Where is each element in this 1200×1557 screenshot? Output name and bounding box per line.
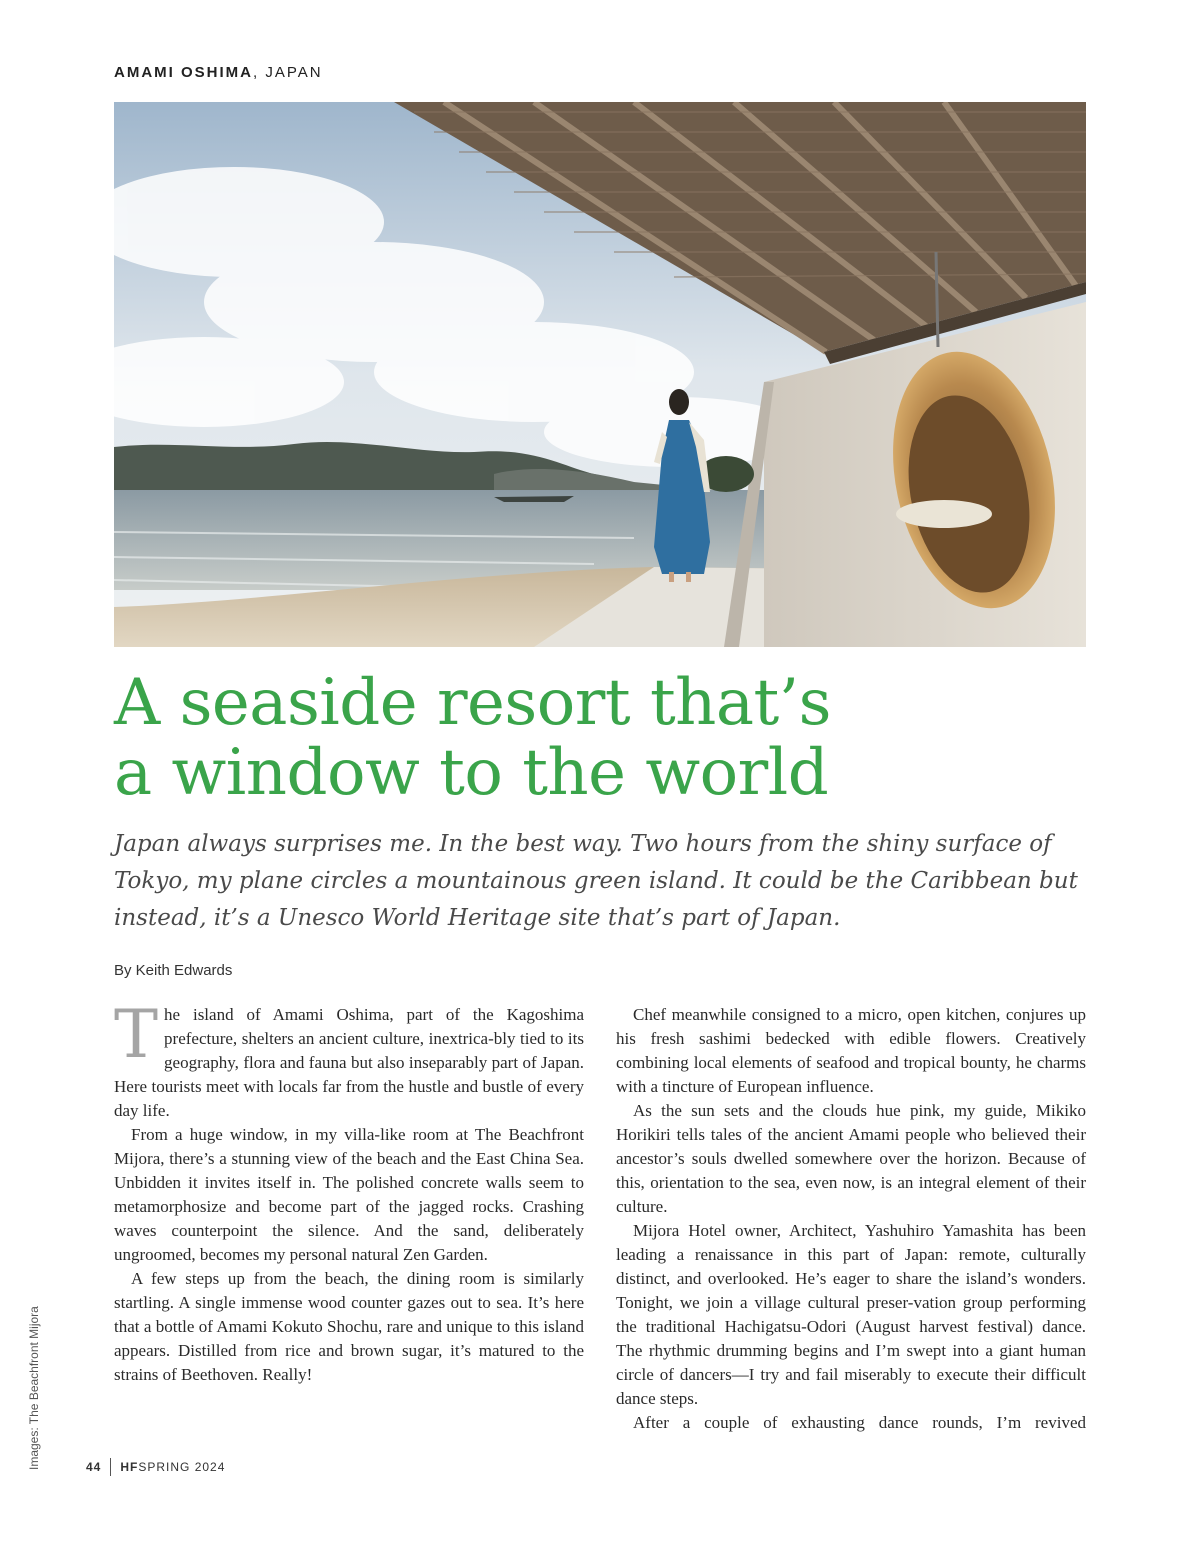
byline: By Keith Edwards <box>114 962 233 979</box>
photo-credit: Images: The Beachfront Mijora <box>27 1306 41 1470</box>
kicker-country: , JAPAN <box>253 64 323 81</box>
body-paragraph: As the sun sets and the clouds hue pink, my guide, Mikiko Horikiri tells tales of the ancient Amami people who believed their ancestor’s souls dwelled somewhere over the horizon. Because of this, orientation to the sea, even now, is an integral element of their culture. <box>616 1101 1086 1216</box>
hero-illustration <box>114 102 1086 647</box>
kicker-place: AMAMI OSHIMA <box>114 64 253 81</box>
body-paragraph: Mijora Hotel owner, Architect, Yashuhiro Yamashita has been leading a renaissance in this part of Japan: remote, culturally distinct, and overlooked. He’s eager to share the island’s wonders. Tonight, we join a village cultural preser-vation group performing the traditional Hachigatsu-Odori (August harvest festival) dance. The rhythmic drumming begins and I’m swept into a giant human circle of dancers—I try and fail miserably to execute their difficult dance steps. <box>616 1221 1086 1408</box>
page-number: 44 <box>86 1460 102 1474</box>
section-kicker <box>114 64 323 81</box>
headline-line-1: A seaside resort that’s <box>114 666 831 740</box>
drop-cap: T <box>114 996 159 1073</box>
headline-line-2: a window to the world <box>114 736 829 810</box>
body-paragraph: From a huge window, in my villa-like room at The Beachfront Mijora, there’s a stunning view of the beach and the East China Sea. Unbidden it invites itself in. The polished concrete walls seem to metamorphosize and become part of the jagged rocks. Crashing waves counterpoint the silence. And the sand, deliberately ungroomed, becomes my personal natural Zen Garden. <box>114 1125 584 1264</box>
body-paragraph: After a couple of exhausting dance rounds, I’m revived <box>633 1413 1086 1432</box>
headline <box>114 668 1094 808</box>
folio <box>86 1458 225 1476</box>
body-paragraph <box>114 996 584 1123</box>
dek: Japan always surprises me. In the best way. Two hours from the shiny surface of Tokyo, my plane circles a mountainous green island. It could be the Caribbean but instead, it’s a Unesco World Heritage site that’s part of Japan. <box>114 831 1078 931</box>
folio-divider <box>110 1458 111 1476</box>
body-paragraph: Chef meanwhile consigned to a micro, open kitchen, conjures up his fresh sashimi bedecked with edible flowers. Creatively combining local elements of seafood and tropical bounty, he charms with a tincture of European influence. <box>616 1005 1086 1096</box>
body-paragraph: A few steps up from the beach, the dining room is similarly startling. A single immense wood counter gazes out to sea. It’s here that a bottle of Amami Kokuto Shochu, rare and unique to this island appears. Distilled from rice and brown sugar, it’s matured to the strains of Beethoven. Really! <box>114 1269 584 1384</box>
magazine-name: HF <box>120 1460 139 1474</box>
hero-photo <box>114 102 1086 647</box>
body-column-right <box>616 1003 1086 1435</box>
issue-label: SPRING 2024 <box>138 1460 226 1474</box>
paragraph-text: he island of Amami Oshima, part of the Kagoshima prefecture, shelters an ancient culture, inextrica-bly tied to its geography, flora and fauna but also inseparably part of Japan. Here tourists meet with locals far from the hustle and bustle of every day life. <box>114 1005 584 1120</box>
body-column-left <box>114 996 584 1387</box>
